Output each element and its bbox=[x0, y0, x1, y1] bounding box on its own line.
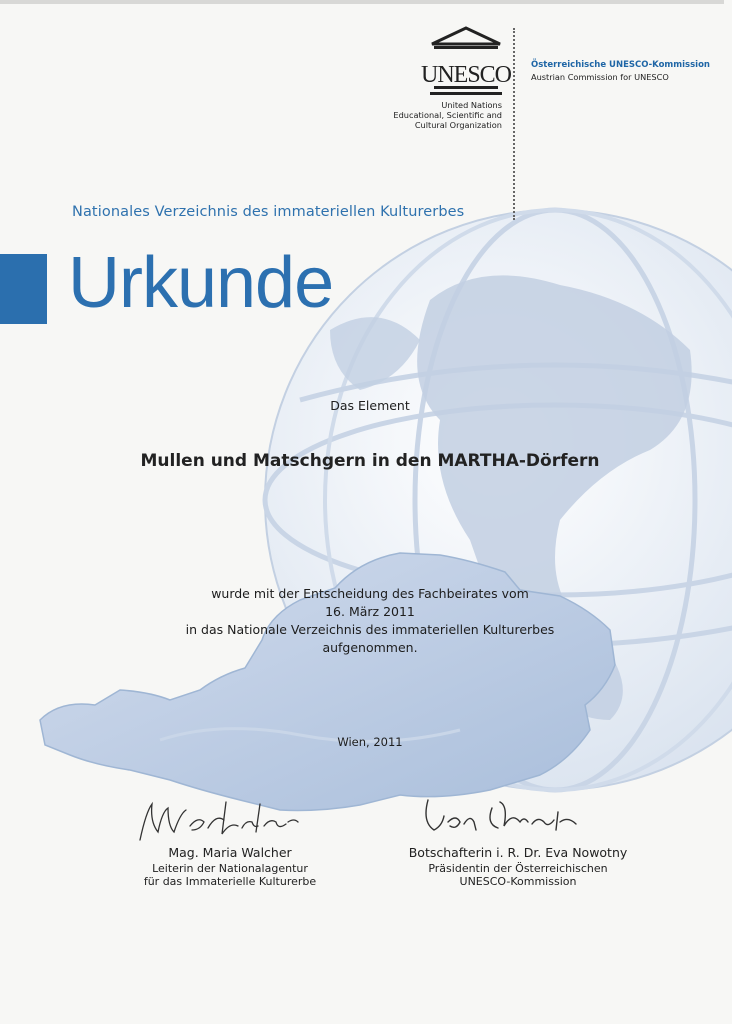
un-line-1: United Nations bbox=[441, 100, 502, 110]
signatory-right-role-2: UNESCO-Kommission bbox=[459, 875, 577, 888]
decision-line-4: aufgenommen. bbox=[322, 640, 418, 655]
signatory-right-role-1: Präsidentin der Österreichischen bbox=[428, 862, 608, 875]
commission-name-de: Österreichische UNESCO-Kommission bbox=[531, 60, 710, 70]
signature-walcher bbox=[128, 792, 303, 848]
signatory-right bbox=[388, 846, 648, 888]
signatory-left-name: Mag. Maria Walcher bbox=[168, 845, 292, 860]
commission-name-en: Austrian Commission for UNESCO bbox=[531, 72, 669, 82]
decision-line-3: in das Nationale Verzeichnis des immateriellen Kulturerbes bbox=[185, 622, 555, 637]
decision-line-2: 16. März 2011 bbox=[325, 604, 415, 619]
un-organization-name bbox=[393, 100, 502, 130]
element-name: Mullen und Matschgern in den MARTHA-Dörfern bbox=[140, 451, 600, 471]
element-label: Das Element bbox=[330, 398, 410, 413]
place-date: Wien, 2011 bbox=[337, 735, 403, 749]
registry-subtitle: Nationales Verzeichnis des immateriellen Kulturerbes bbox=[72, 204, 465, 220]
signatory-left-role-2: für das Immaterielle Kulturerbe bbox=[143, 875, 317, 888]
un-line-2: Educational, Scientific and bbox=[393, 110, 502, 120]
un-line-3: Cultural Organization bbox=[414, 120, 502, 130]
certificate-title: Urkunde bbox=[68, 243, 334, 323]
title-accent-bar bbox=[0, 254, 47, 324]
signature-nowotny bbox=[408, 786, 588, 846]
signatory-right-name: Botschafterin i. R. Dr. Eva Nowotny bbox=[408, 845, 628, 860]
signatory-left-role-1: Leiterin der Nationalagentur bbox=[152, 862, 308, 875]
decision-line-1: wurde mit der Entscheidung des Fachbeirates vom bbox=[211, 586, 529, 601]
unesco-logo-text: UNESCO bbox=[420, 62, 512, 88]
unesco-logo-icon bbox=[420, 24, 512, 100]
decision-text bbox=[8, 585, 732, 657]
header-divider bbox=[513, 28, 515, 220]
signatory-left bbox=[100, 846, 360, 888]
